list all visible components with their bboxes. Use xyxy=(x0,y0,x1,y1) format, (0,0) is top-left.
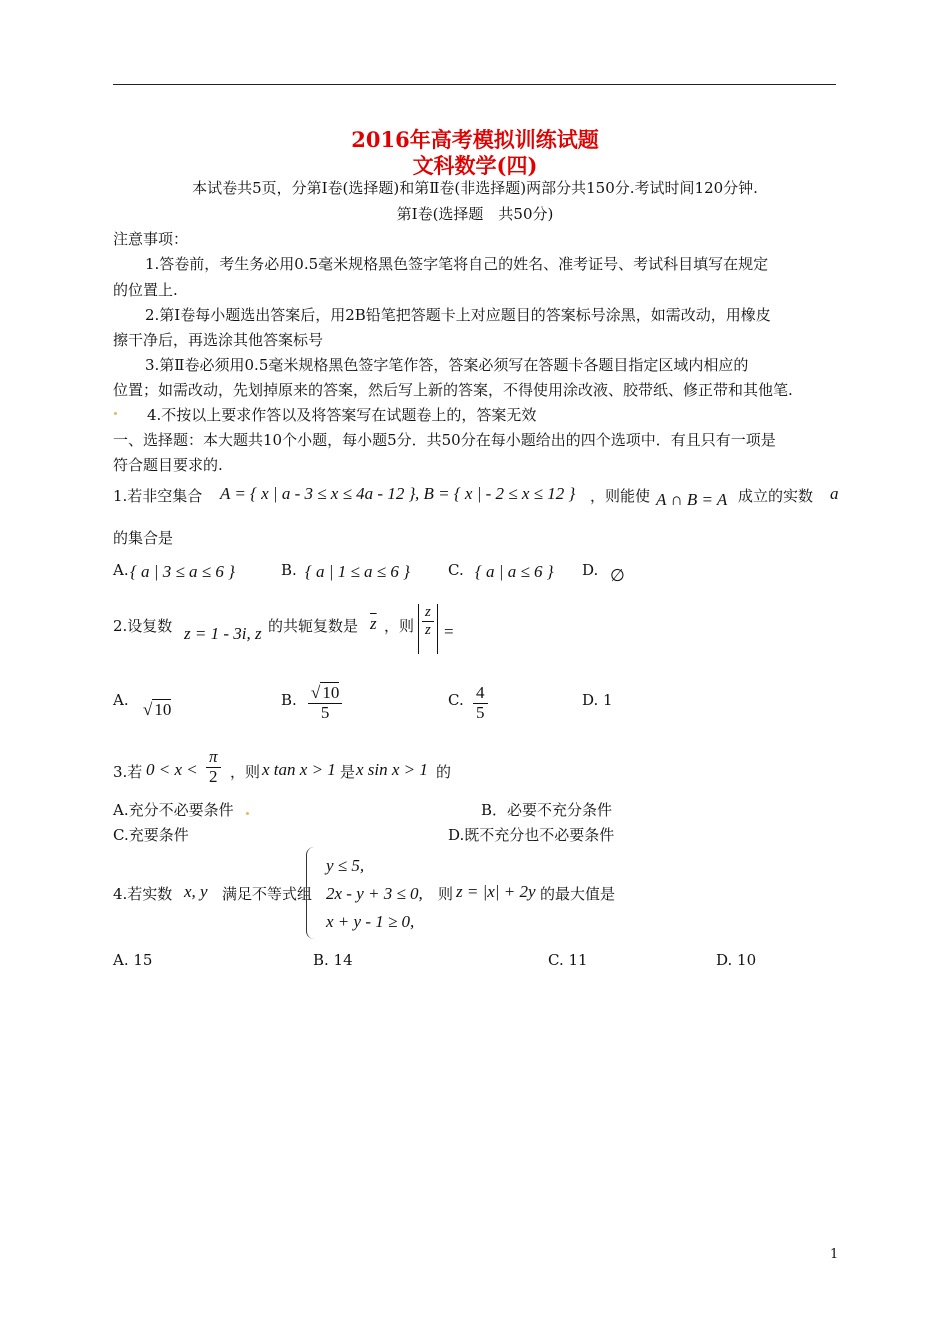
q2-mid: 的共轭复数是 xyxy=(268,617,359,635)
q3-pi: π xyxy=(206,748,221,768)
q2-prefix: 2.设复数 xyxy=(113,617,173,635)
q3-of: 的 xyxy=(436,763,452,781)
q4-mid: 满足不等式组 xyxy=(222,885,313,903)
q3-p1: x tan x > 1 xyxy=(262,760,336,779)
q2-option-b-den: 5 xyxy=(320,702,330,722)
q1-condition: A ∩ B = A xyxy=(656,490,728,509)
q4-option-d: D. 10 xyxy=(716,951,757,969)
q1-option-d: ∅ xyxy=(610,566,625,585)
q2-option-a-radicand: 10 xyxy=(154,700,172,719)
q4-line-1: y ≤ 5, xyxy=(326,856,365,875)
q3-option-a: A.充分不必要条件 xyxy=(113,801,234,819)
q4-expression: z = |x| + 2y xyxy=(456,882,536,901)
q1-option-a-label: A. xyxy=(113,561,129,579)
part1-line1: 一、选择题：本大题共10个小题，每小题5分．共50分在每小题给出的四个选项中．有且只有一项是 xyxy=(113,431,776,449)
q4-line-2: 2x - y + 3 ≤ 0, xyxy=(326,884,423,903)
q2-option-d: D. 1 xyxy=(582,691,613,709)
note-3b: 位置；如需改动，先划掉原来的答案，然后写上新的答案，不得使用涂改液、胶带纸、修正带和其他笔. xyxy=(113,381,793,399)
q3-inequality: 0 < x < xyxy=(146,760,198,779)
q2-option-b-label: B. xyxy=(281,691,297,709)
q3-option-b: B．必要不充分条件 xyxy=(481,801,613,819)
q3-pi-over-2 xyxy=(206,748,221,786)
q1-set-b: , B = { x | - 2 ≤ x ≤ 12 } xyxy=(415,484,576,503)
q1-suffix: 成立的实数 xyxy=(738,487,814,505)
q2-equals: = xyxy=(444,622,454,641)
q2-option-c-den: 5 xyxy=(476,702,485,722)
q1-var: a xyxy=(830,484,839,503)
q4-prefix: 4.若实数 xyxy=(113,885,173,903)
q3-p2: x sin x > 1 xyxy=(356,760,428,779)
q1-option-d-label: D. xyxy=(582,561,599,579)
q4-option-a: A. 15 xyxy=(113,951,153,969)
q2-option-c-num: 4 xyxy=(473,684,488,704)
q4-option-b: B. 14 xyxy=(313,951,353,969)
q4-then: 则 xyxy=(438,885,454,903)
q2-option-b: $\frac{√ 10}{5}$ xyxy=(308,684,342,722)
q2-expression: z = 1 - 3i, z xyxy=(184,624,262,643)
q2-ratio-num: z xyxy=(422,604,434,622)
q3-option-c: C.充要条件 xyxy=(113,826,189,844)
q2-conjugate: $\overline{z}$ xyxy=(370,614,377,633)
q2-option-b-num: 10 xyxy=(322,683,340,702)
section-heading: 第Ⅰ卷(选择题 共50分) xyxy=(396,205,554,223)
scan-speck xyxy=(246,812,249,815)
q2-abs-ratio xyxy=(418,604,438,654)
note-1a: 1.答卷前，考生务必用0.5毫米规格黑色签字笔将自己的姓名、准考证号、考试科目填写在规定 xyxy=(145,255,769,273)
q3-is: 是 xyxy=(340,763,356,781)
q1-set-a: A = { x | a - 3 ≤ x ≤ 4a - 12 } xyxy=(220,484,416,503)
q1-mid: ，则能使 xyxy=(590,487,651,505)
note-3a: 3.第Ⅱ卷必须用0.5毫米规格黑色签字笔作答，答案必须写在答题卡各题目指定区域内相应的 xyxy=(145,356,749,374)
note-2b: 擦干净后，再选涂其他答案标号 xyxy=(113,331,324,349)
scan-speck xyxy=(114,412,117,415)
q2-then: ，则 xyxy=(384,617,415,635)
q4-option-c: C. 11 xyxy=(548,951,588,969)
note-4: 4.不按以上要求作答以及将答案写在试题卷上的，答案无效 xyxy=(147,406,537,424)
exam-title: 2016年高考模拟训练试题 xyxy=(351,127,599,152)
q1-option-b-label: B. xyxy=(281,561,297,579)
q1-option-a: { a | 3 ≤ a ≤ 6 } xyxy=(130,562,235,581)
q1-option-c: { a | a ≤ 6 } xyxy=(475,562,554,581)
intro-line: 本试卷共5页，分第Ⅰ卷(选择题)和第Ⅱ卷(非选择题)两部分共150分.考试时间120分钟. xyxy=(192,179,758,197)
q3-prefix: 3.若 xyxy=(113,763,143,781)
q1-tail: 的集合是 xyxy=(113,529,174,547)
page-number: 1 xyxy=(830,1247,839,1262)
header-rule xyxy=(113,84,836,85)
q1-option-c-label: C. xyxy=(448,561,464,579)
notes-heading: 注意事项： xyxy=(113,230,189,248)
part1-line2: 符合题目要求的. xyxy=(113,456,223,474)
q3-option-d: D.既不充分也不必要条件 xyxy=(448,826,615,844)
note-1b: 的位置上. xyxy=(113,281,178,299)
q3-then: ，则 xyxy=(230,763,261,781)
q2-option-c-label: C. xyxy=(448,691,464,709)
note-2a: 2.第Ⅰ卷每小题选出答案后，用2B铅笔把答题卡上对应题目的答案标号涂黑，如需改动，用橡皮 xyxy=(145,306,771,324)
q2-ratio-den: z xyxy=(425,621,431,638)
q1-prefix: 1.若非空集合 xyxy=(113,487,203,505)
q2-option-a: √ 10 xyxy=(143,700,172,719)
q2-option-a-label: A. xyxy=(113,691,129,709)
q4-vars: x, y xyxy=(184,882,208,901)
q1-option-b: { a | 1 ≤ a ≤ 6 } xyxy=(305,562,410,581)
q4-suffix: 的最大值是 xyxy=(540,885,616,903)
q3-two: 2 xyxy=(209,766,218,786)
q2-option-c xyxy=(473,684,488,722)
exam-subtitle: 文科数学(四) xyxy=(412,153,538,178)
q4-system-brace xyxy=(306,847,317,939)
q4-line-3: x + y - 1 ≥ 0, xyxy=(326,912,415,931)
